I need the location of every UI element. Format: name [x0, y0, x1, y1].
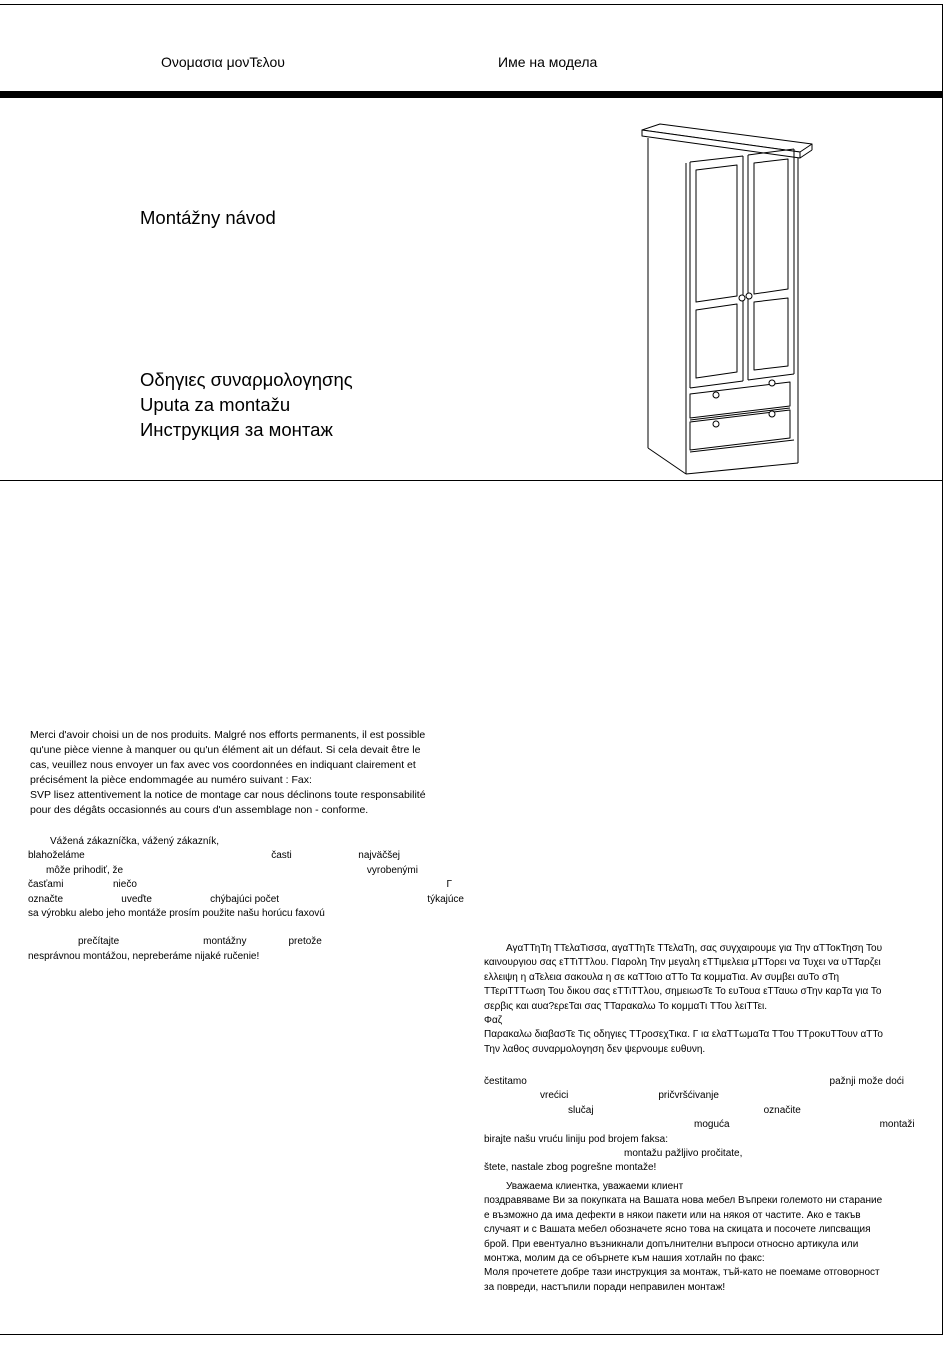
slovak-greeting: Vážená zákazníčka, vážený zákazník,: [50, 836, 219, 847]
croatian-fragment: moguća: [694, 1119, 730, 1131]
croatian-line: [484, 1118, 920, 1132]
slovak-fragment: montážny: [203, 936, 247, 948]
wardrobe-icon: [638, 118, 813, 478]
croatian-fragment: označite: [763, 1104, 801, 1116]
french-line: Merci d'avoir choisi un de nos produits. Malgré nos efforts permanents, il est possible: [30, 729, 426, 741]
slovak-line: [28, 849, 464, 863]
french-line: précisément la pièce endommagée au numéro suivant : Fax:: [30, 774, 312, 786]
french-line: SVP lisez attentivement la notice de montage car nous déclinons toute responsabilité: [30, 789, 426, 801]
croatian-fragment: čestitamo: [484, 1076, 527, 1087]
croatian-line: [484, 1089, 920, 1103]
french-line: cas, veuillez nous envoyer un fax avec vos coordonnées en indiquant clairement et: [30, 759, 416, 771]
slovak-fragment: vyrobenými: [366, 864, 418, 876]
croatian-line: montažu pažljivo pročitate,: [624, 1148, 743, 1160]
header-divider: [0, 91, 943, 98]
slovak-line: [28, 864, 464, 878]
croatian-fragment: montaži: [879, 1119, 915, 1131]
model-name-label-bulgarian: Име на модела: [498, 54, 598, 70]
bulgarian-line: брой. При евентуално възникнали допълнителни въпроси относно артикула или: [484, 1238, 859, 1250]
slovak-line: [28, 893, 464, 907]
greek-line: καινουργιου σας εΤΤιΤΤλου. ΓΙαρολη Την μεγαλη εΤΤιμελεια μΤΤορει να Τυχει να υΤΤαρζει: [484, 957, 881, 969]
greek-line: Παρακαλω διαβασΤε Τις οδηγιες ΤΤροσεχΤικα. Γ ια ελαΤΤωμαΤα ΤΤου ΤΤροκυΤΤουν αΤΤο: [484, 1029, 883, 1041]
bulgarian-line: поздравяваме Ви за покупката на Вашата нова мебел Въпреки големото ни старание: [484, 1195, 883, 1207]
croatian-fragment: vrećici: [540, 1090, 569, 1102]
slovak-fragment: najväčšej: [358, 850, 400, 862]
slovak-fragment: týkajúce: [427, 893, 464, 905]
greek-line: ΑγαΤΤηΤη ΤΤελαΤισσα, αγαΤΤηΤε ΤΤελαΤη, σας συγχαιρουμε για Την αΤΤοκΤηση Του: [506, 943, 883, 954]
title-bulgarian: Инструкция за монтаж: [140, 419, 333, 440]
slovak-line: sa výrobku alebo jeho montáže prosím použite našu horúcu faxovú: [28, 908, 325, 920]
slovak-fragment: blahoželáme: [28, 850, 85, 862]
french-line: pour des dégâts occasionnés au cours d'un assemblage non - conforme.: [30, 804, 369, 816]
greek-line: Φαζ: [484, 1015, 503, 1027]
croatian-line: [484, 1075, 920, 1089]
slovak-fragment: Γ: [446, 879, 452, 891]
bulgarian-line: монтжа, молим да се обърнете към нашия хотлайн по факс:: [484, 1253, 765, 1265]
croatian-line: birajte našu vruću liniju pod brojem faksa:: [484, 1133, 668, 1145]
french-paragraph: [30, 728, 470, 818]
slovak-fragment: niečo: [113, 879, 137, 891]
bulgarian-line: за повреди, настъпили поради неправилен монтаж!: [484, 1281, 726, 1293]
title-croatian: Uputa za montažu: [140, 394, 291, 415]
bulgarian-paragraph: [484, 1180, 920, 1295]
french-line: qu'une pièce vienne à manquer ou qu'un élément ait un défaut. Si cela devait être le: [30, 744, 421, 756]
greek-line: σερβις και αυα?ερεΤαι σας ΤΤαρακαλω Το κομμαΤι ΤΤου λειΤΤει.: [484, 1000, 768, 1012]
title-greek: Οδηγιες συναρμολογησης: [140, 369, 353, 390]
slovak-line: [28, 878, 464, 892]
croatian-line: štete, nastale zbog pogrešne montaže!: [484, 1162, 657, 1174]
slovak-fragment: uveďte: [121, 893, 152, 905]
croatian-fragment: pričvršćivanje: [658, 1090, 719, 1102]
section-divider: [0, 480, 943, 481]
slovak-line: nesprávnou montážou, nepreberáme nijaké ručenie!: [28, 950, 260, 962]
model-name-label-greek: Ονομασια μονΤελου: [161, 54, 285, 70]
bulgarian-line: Моля прочетете добре тази инструкция за монтаж, тъй-като не поемаме отговорност: [484, 1267, 880, 1279]
greek-line: ελλειψη η αΤελεια σακουλα η σε καΤΤοιο αΤΤο Τα κομμαΤια. Αν συμβει αυΤο σΤη: [484, 971, 840, 983]
greek-line: ΤΤεριΤΤΤωση Του δικου σας εΤΤιΤΤλου, σημειωσΤε Το ευΤουα εΤΤαυω σΤην καρΤα για Το: [484, 986, 882, 998]
greek-line: Την λαθος συναρμολογηση δεν ψερνουμε ευθυνη.: [484, 1043, 706, 1055]
slovak-fragment: časti: [271, 850, 292, 862]
croatian-paragraph: [484, 1075, 920, 1176]
slovak-fragment: prečítajte: [78, 936, 120, 948]
greek-paragraph: [484, 942, 920, 1057]
main-title: Montážny návod: [140, 207, 276, 228]
slovak-fragment: môže prihodiť, že: [46, 864, 124, 876]
bulgarian-line: случаят и с Вашата мебел обозначете ясно това на скицата и посочете липсващия: [484, 1224, 871, 1236]
slovak-line: [28, 935, 464, 949]
croatian-fragment: slučaj: [568, 1104, 594, 1116]
slovak-fragment: chýbajúci počet: [210, 893, 280, 905]
slovak-fragment: časťami: [28, 879, 64, 891]
croatian-line: [484, 1104, 920, 1118]
croatian-fragment: pažnji može doći: [829, 1076, 904, 1087]
slovak-fragment: pretože: [288, 936, 322, 948]
bulgarian-line: е възможно да има дефекти в някои пакети или на някоя от частите. Ако е такъв: [484, 1209, 861, 1221]
slovak-fragment: označte: [28, 893, 64, 905]
bulgarian-greeting: Уважаема клиентка, уважаеми клиент: [506, 1181, 684, 1192]
slovak-paragraph: [28, 835, 464, 964]
